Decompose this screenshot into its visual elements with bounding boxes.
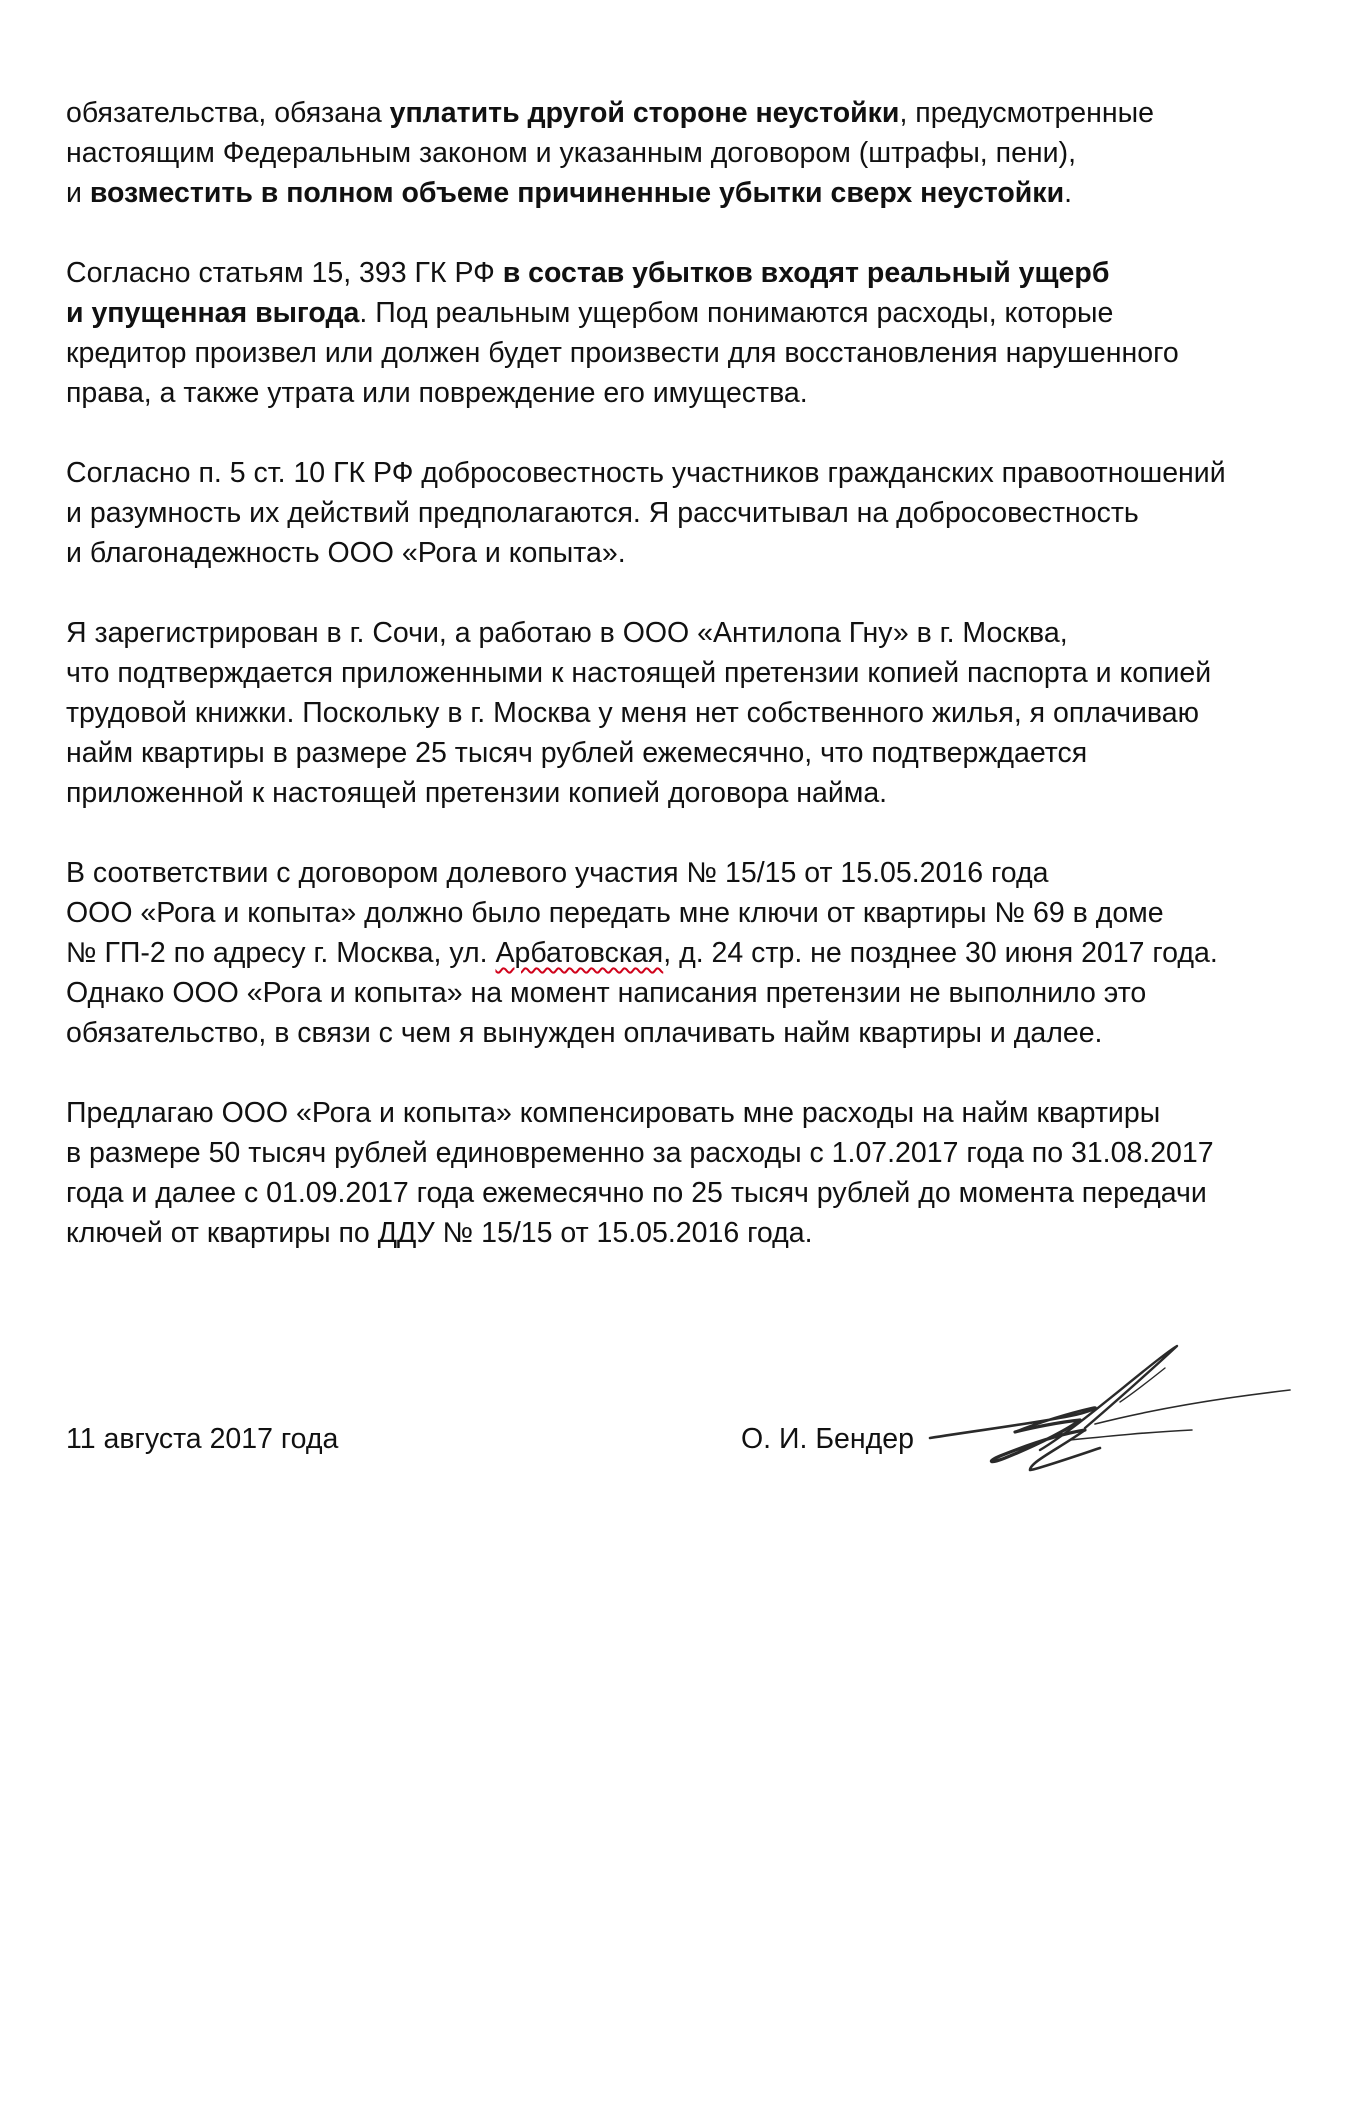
text-line [66,773,1296,813]
text-segment: что подтверждается приложенными к настоящей претензии копией паспорта и копией [66,657,1212,689]
text-segment: № ГП-2 по адресу г. Москва, ул. [66,937,496,969]
text-segment: Предлагаю ООО «Рога и копыта» компенсировать мне расходы на найм квартиры [66,1097,1161,1129]
text-line [66,253,1296,293]
text-segment: . [1064,177,1073,209]
paragraph [66,453,1296,573]
text-segment: , д. 24 стр. не позднее 30 июня 2017 года. [663,937,1218,969]
misspelled-word: Арбатовская [495,937,664,969]
text-line [66,1213,1296,1253]
bold-text: в состав убытков входят реальный ущерб [502,257,1110,289]
text-line [66,613,1296,653]
paragraph [66,253,1296,413]
text-segment: обязательства, обязана [66,97,390,129]
text-segment: трудовой книжки. Поскольку в г. Москва у меня нет собственного жилья, я оплачиваю [66,697,1199,729]
handwritten-signature [920,1320,1300,1495]
text-segment: кредитор произвел или должен будет произвести для восстановления нарушенного [66,337,1179,369]
text-segment: ООО «Рога и копыта» должно было передать мне ключи от квартиры № 69 в доме [66,897,1164,929]
text-line [66,493,1296,533]
letter-date: 11 августа 2017 года [66,1423,339,1455]
text-segment: Я зарегистрирован в г. Сочи, а работаю в ООО «Антилопа Гну» в г. Москва, [66,617,1068,649]
text-line [66,853,1296,893]
text-line [66,373,1296,413]
paragraph [66,93,1296,213]
text-line [66,1133,1296,1173]
text-line [66,173,1296,213]
text-line [66,453,1296,493]
text-segment: Однако ООО «Рога и копыта» на момент написания претензии не выполнило это [66,977,1147,1009]
text-segment: Согласно статьям 15, 393 ГК РФ [66,257,503,289]
signer-name: О. И. Бендер [741,1423,914,1455]
text-line [66,1173,1296,1213]
text-line [66,333,1296,373]
text-segment: в размере 50 тысяч рублей единовременно за расходы с 1.07.2017 года по 31.08.2017 [66,1137,1214,1169]
text-segment: и благонадежность ООО «Рога и копыта». [66,537,626,569]
text-line [66,693,1296,733]
text-line [66,933,1296,973]
bold-text: и упущенная выгода [66,297,360,329]
text-segment: обязательство, в связи с чем я вынужден оплачивать найм квартиры и далее. [66,1017,1103,1049]
text-segment: года и далее с 01.09.2017 года ежемесячно по 25 тысяч рублей до момента передачи [66,1177,1207,1209]
paragraph [66,613,1296,813]
bold-text: уплатить другой стороне неустойки [389,97,900,129]
text-segment: настоящим Федеральным законом и указанным договором (штрафы, пени), [66,137,1076,169]
text-line [66,733,1296,773]
text-line [66,133,1296,173]
text-segment: и разумность их действий предполагаются. Я рассчитывал на добросовестность [66,497,1139,529]
text-segment: Согласно п. 5 ст. 10 ГК РФ добросовестность участников гражданских правоотношений [66,457,1226,489]
text-segment: права, а также утрата или повреждение его имущества. [66,377,808,409]
text-segment: и [66,177,90,209]
letter-body [66,93,1296,1293]
text-segment: найм квартиры в размере 25 тысяч рублей ежемесячно, что подтверждается [66,737,1088,769]
signature-stroke [1070,1430,1192,1440]
paragraph [66,853,1296,1053]
text-line [66,653,1296,693]
paragraph [66,1093,1296,1253]
text-line [66,1093,1296,1133]
text-line [66,93,1296,133]
text-line [66,973,1296,1013]
text-segment: В соответствии с договором долевого участия № 15/15 от 15.05.2016 года [66,857,1049,889]
text-line [66,893,1296,933]
text-segment: , предусмотренные [899,97,1154,129]
text-segment: . Под реальным ущербом понимаются расходы, которые [359,297,1114,329]
text-segment: приложенной к настоящей претензии копией договора найма. [66,777,888,809]
bold-text: возместить в полном объеме причиненные убытки сверх неустойки [89,177,1065,209]
text-line [66,293,1296,333]
text-line [66,1013,1296,1053]
text-line [66,533,1296,573]
text-segment: ключей от квартиры по ДДУ № 15/15 от 15.05.2016 года. [66,1217,813,1249]
